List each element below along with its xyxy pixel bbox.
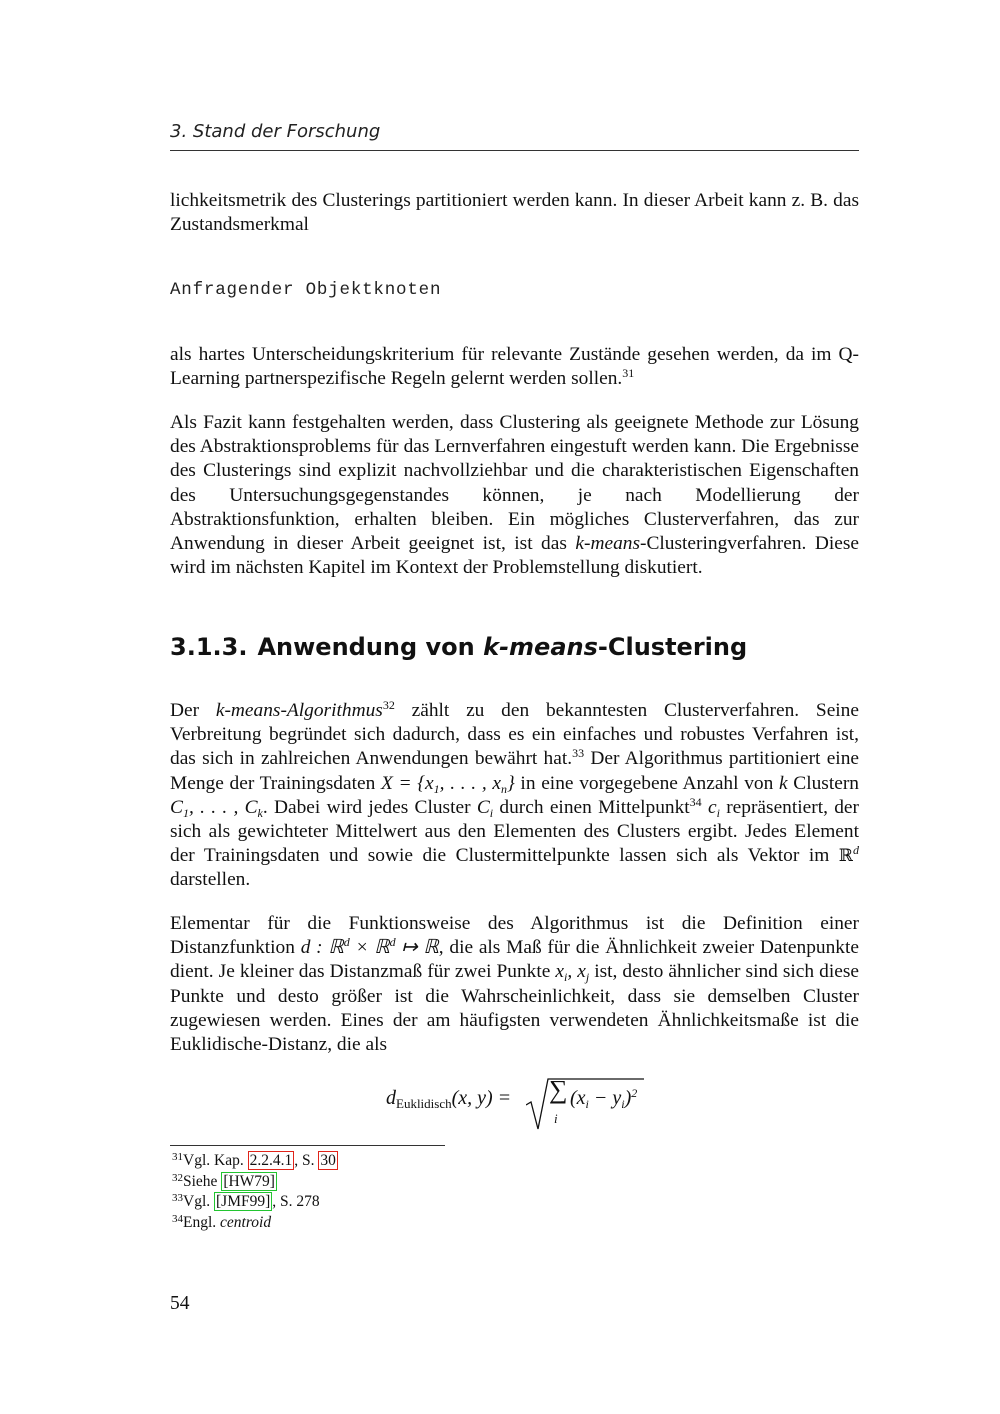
paragraph-2 — [170, 343, 859, 391]
section-title-b: -Clustering — [597, 633, 748, 661]
p4-t5: Clustern — [787, 772, 859, 794]
p4-t2: zählt zu den bekanntesten Clusterverfahren. Seine Verbreitung begründet sich dadurch, dass es ein einfaches und robustes Verfahren ist, das sich in zahlreichen Anwendungen bewährt hat. — [170, 700, 859, 770]
p4-t3: Der Algorithmus partitioniert eine Menge der Trainingsdaten — [170, 748, 859, 794]
paragraph-5 — [170, 912, 859, 1057]
paragraph-3-text-b: -Clusteringverfahren. Diese wird im nächsten Kapitel im Kontext der Problemstellung diskutiert. — [170, 533, 860, 579]
math-centroid: $c_i$ — [707, 796, 720, 820]
footnote-marker-34[interactable]: 34 — [689, 794, 702, 809]
footnotes — [172, 1151, 338, 1233]
paragraph-1 — [170, 189, 859, 237]
paragraph-3-emphasis: k-means — [575, 533, 641, 555]
footnote-34: $^{34}$Engl. centroid — [172, 1212, 272, 1231]
paragraph-4 — [170, 699, 859, 893]
p4-t6: . Dabei wird jedes Cluster — [262, 796, 477, 818]
math-k: k — [778, 772, 788, 794]
page-link[interactable]: 30 — [320, 1152, 336, 1169]
math-distance-function: d : ℝ$^d$ × ℝ$^d$ ↦ ℝ — [300, 935, 439, 959]
sum-symbol: ∑ — [549, 1075, 568, 1104]
page-number: 54 — [170, 1293, 190, 1314]
section-title-emphasis: k-means — [483, 633, 598, 661]
citation-link[interactable]: [HW79] — [223, 1172, 275, 1190]
formula-term: $(x_i - y_i)^2$ — [570, 1086, 638, 1111]
p5-t3: ist, desto ähnlicher sind sich diese Punkte und desto größer ist die Wahrscheinlichkeit, dass sie demselben Cluster zugewiesen werden. Eines der am häufigsten verwendeten Ähnlichkeitsmaße ist die Euklidische-Distanz, die als — [170, 961, 859, 1056]
header-rule — [170, 150, 859, 151]
footnote-marker-32[interactable]: 32 — [382, 698, 395, 712]
footnote-32: $^{32}$Siehe [HW79] — [172, 1171, 275, 1190]
p5-t2: , die als Maß für die Ähnlichkeit zweier Datenpunkte dient. Je kleiner das Distanzmaß für zwei Punkte — [170, 937, 859, 983]
section-heading — [170, 633, 747, 661]
p4-t10: darstellen. — [170, 869, 251, 891]
footnote-31: $^{31}$Vgl. Kap. 2.2.4.1 , S. 30 — [172, 1151, 336, 1169]
citation-link[interactable]: [JMF99] — [216, 1193, 271, 1210]
section-title-a: Anwendung von — [257, 633, 484, 661]
math-set-x: $X = \{x_1$, . . . , $x_n$} — [380, 772, 515, 796]
footnote-marker-31[interactable]: 31 — [622, 366, 635, 381]
footnote-marker-33[interactable]: 33 — [572, 746, 585, 761]
math-rd: ℝ$^d$ — [838, 843, 859, 867]
math-ci: $C_i$ — [476, 796, 494, 820]
paragraph-3 — [170, 411, 859, 580]
code-block: Anfragender Objektknoten — [170, 280, 442, 300]
p4-t1: Der — [170, 700, 216, 721]
footnote-rule — [170, 1145, 445, 1146]
sum-index: i — [554, 1111, 558, 1126]
p4-t9: repräsentiert, der sich als gewichteter Mittelwert aus den Elementen des Clusters ergibt. Jedes Element der Trainingsdaten und sowie die Clustermittelpunkte lassen sich als Vektor im — [170, 796, 859, 867]
math-clusters: $C_1$, . . . , $C_k$ — [170, 796, 263, 820]
crossref-link[interactable]: 2.2.4.1 — [249, 1152, 293, 1169]
math-points: $x_i$, $x_j$ — [555, 961, 590, 985]
running-header: 3. Stand der Forschung — [170, 121, 381, 142]
p4-emphasis: k-means-Algorithmus — [215, 700, 383, 721]
formula-lhs: $d_{Euklidisch}(x$, y) = — [386, 1087, 512, 1111]
p4-t4: in eine vorgegebene Anzahl von — [514, 772, 779, 794]
paragraph-1-text: lichkeitsmetrik des Clusterings partitioniert werden kann. In dieser Arbeit kann z. B. das Zustandsmerkmal — [170, 190, 859, 236]
paragraph-3-text-a: Als Fazit kann festgehalten werden, dass Clustering als geeignete Methode zur Lösung des Abstraktionsproblems für das Lernverfahren eingestuft werden kann. Die Ergebnisse des Clusterings sind explizit nachvollziehbar und die charakteristischen Eigenschaften des Untersuchungsgegenstandes können, je nach Modellierung der Abstraktionsfunktion, erhalten bleiben. Ein mögliches Clusterverfahren, das zur Anwendung in dieser Arbeit geeignet ist, ist das — [170, 412, 859, 555]
paragraph-2-text: als hartes Unterscheidungskriterium für relevante Zustände gesehen werden, da im Q-Learning partnerspezifische Regeln gelernt werden sollen. — [170, 344, 859, 390]
p4-t7: durch einen Mittelpunkt — [493, 796, 690, 818]
section-number: 3.1.3. — [170, 633, 248, 661]
footnote-33: $^{33}$Vgl. [JMF99] , S. 278 — [172, 1192, 320, 1210]
p5-t1: Elementar für die Funktionsweise des Algorithmus ist die Definition einer Distanzfunktion — [170, 913, 859, 959]
